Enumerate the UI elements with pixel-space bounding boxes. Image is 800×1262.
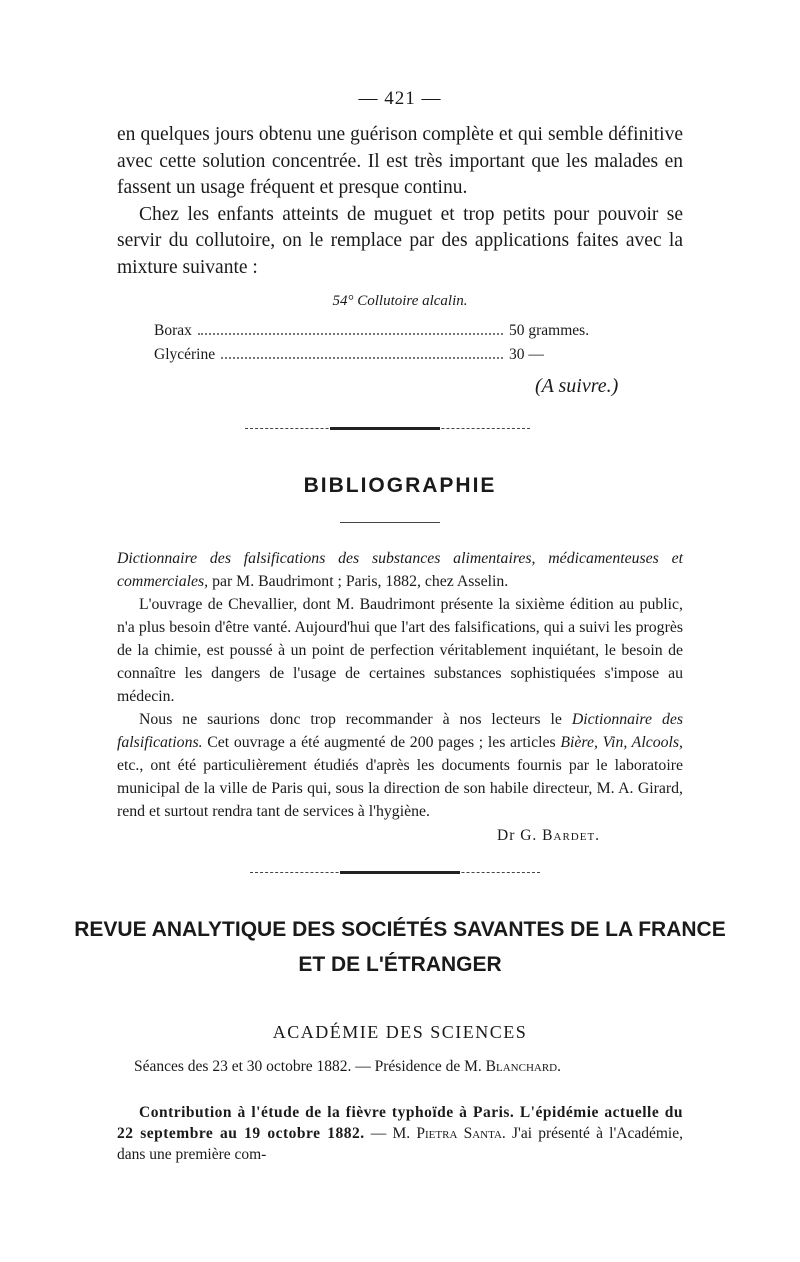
text-run: etc., ont été particulièrement étudiés d'après les documents fournis par le laboratoire municipal de la ville de Paris qui, sous la direction de son habile directeur, M. A. Girard, rend et surtout rendra tant de services à l'hygiène. xyxy=(117,757,683,820)
article xyxy=(117,1102,683,1165)
paragraph: L'ouvrage de Chevallier, dont M. Baudrimont présente la sixième édition au public, n'a plus besoin d'être vanté. Aujourd'hui que l'art des falsifications, qui a suivi les progrès de la chimie, est poussé à un point de perfection véritablement inquiétant, le besoin de connaître les dangers de l'usage de certaines substances sophistiquées s'impose au médecin. xyxy=(117,596,683,705)
ingredient-row xyxy=(154,322,624,340)
ingredient-name: Borax xyxy=(154,322,192,339)
text-run: J'ai présenté à l'Académie, dans une première com- xyxy=(117,1125,683,1163)
ingredient-quantity: 30 — xyxy=(509,346,544,363)
book-title: Dictionnaire des falsifications des substances alimentaires, médicamenteuses et commerciales, xyxy=(117,550,683,590)
text-run: Cet ouvrage a été augmenté de 200 pages ; les articles xyxy=(207,734,556,751)
recipe-title: 54° Collutoire alcalin. xyxy=(332,293,468,309)
session-line xyxy=(134,1058,561,1076)
article-author: — M. Pietra Santa. xyxy=(370,1125,506,1142)
paragraph: en quelques jours obtenu une guérison complète et qui semble définitive avec cette solution concentrée. Il est très important que les malades en fassent un usage fréquent et presque continu. xyxy=(117,124,683,198)
ingredient-name: Glycérine xyxy=(154,346,216,363)
book-title-ref: Dictionnaire des falsifications. xyxy=(117,711,684,751)
bibliography-entry xyxy=(117,547,683,823)
paragraph xyxy=(117,1102,683,1165)
signature-name: G. Bardet. xyxy=(520,827,601,844)
subsection-heading: ACADÉMIE DES SCIENCES xyxy=(272,1022,528,1042)
paragraph: Chez les enfants atteints de muguet et trop petits pour pouvoir se servir du collutoire, on le remplace par des applications faites avec la mixture suivante : xyxy=(117,203,683,278)
article-list: Bière, Vin, Alcools, xyxy=(560,734,684,751)
signature xyxy=(497,827,600,845)
section-heading: BIBLIOGRAPHIE xyxy=(303,474,497,497)
leader-dots xyxy=(198,333,503,335)
continued-note: (A suivre.) xyxy=(535,375,619,397)
citation-details: par M. Baudrimont ; Paris, 1882, chez Asselin. xyxy=(212,573,509,590)
section-heading: ET DE L'ÉTRANGER xyxy=(298,953,502,976)
section-heading: REVUE ANALYTIQUE DES SOCIÉTÉS SAVANTES DE LA FRANCE xyxy=(74,918,726,941)
leader-dots xyxy=(221,357,503,359)
text-run: Séances des 23 et 30 octobre 1882. — Présidence de M. xyxy=(134,1058,482,1075)
paragraph xyxy=(117,708,683,823)
ingredient-row xyxy=(154,346,624,364)
president-name: Blanchard. xyxy=(485,1058,561,1075)
citation xyxy=(117,547,683,593)
divider-ornament xyxy=(340,871,460,874)
text-run: Nous ne saurions donc trop recommander à nos lecteurs le xyxy=(139,711,562,728)
page-number: — 421 — xyxy=(358,88,442,109)
ingredient-quantity: 50 grammes. xyxy=(509,322,590,339)
article-title: Contribution à l'étude de la fièvre typhoïde à Paris. L'épidémie actuelle du 22 septembre au 19 octobre 1882. xyxy=(117,1104,683,1142)
divider-ornament xyxy=(330,427,440,430)
divider xyxy=(340,522,440,523)
intro-paragraphs xyxy=(117,122,683,281)
signature-prefix: Dr xyxy=(497,827,516,844)
